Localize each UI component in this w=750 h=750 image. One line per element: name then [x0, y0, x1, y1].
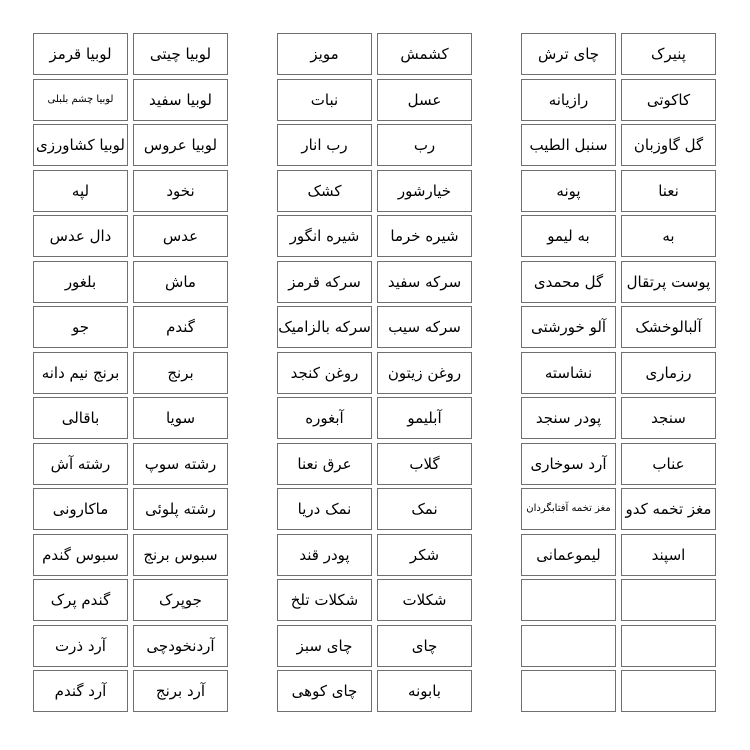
label-cell	[521, 170, 616, 212]
label-cell	[133, 352, 228, 394]
label-cell	[521, 33, 616, 75]
label-cell	[521, 534, 616, 576]
label-text: باقالی	[61, 408, 100, 427]
label-text: خیارشور	[397, 181, 452, 200]
label-text: شیره خرما	[390, 226, 459, 245]
label-cell	[33, 124, 128, 166]
label-cell	[377, 670, 472, 712]
label-text: چای سبز	[296, 636, 353, 655]
label-cell	[377, 488, 472, 530]
label-text: جوپرک	[159, 590, 202, 609]
label-cell	[133, 534, 228, 576]
label-text: گندم پرک	[50, 590, 111, 609]
label-text: برنج	[167, 363, 194, 382]
label-cell	[133, 33, 228, 75]
label-text: آبغوره	[305, 408, 344, 427]
label-cell	[133, 170, 228, 212]
label-cell	[377, 170, 472, 212]
label-cell	[521, 306, 616, 348]
label-text: سنجد	[651, 408, 686, 427]
empty-label-cell	[521, 670, 616, 712]
label-text: ماکارونی	[52, 499, 109, 518]
empty-label-cell	[521, 625, 616, 667]
label-text: کشک	[307, 181, 342, 200]
label-text: شکلات تلخ	[290, 590, 359, 609]
label-cell	[277, 79, 372, 121]
label-text: شیره انگور	[289, 226, 360, 245]
label-text: شکر	[409, 545, 440, 564]
label-text: مغز تخمه آفتابگردان	[526, 503, 611, 514]
label-text: لیموعمانی	[536, 545, 601, 564]
label-text: لوبیا قرمز	[49, 44, 112, 63]
label-text: رب	[413, 135, 436, 154]
label-cell	[277, 261, 372, 303]
label-cell	[521, 352, 616, 394]
label-cell	[621, 215, 716, 257]
label-cell	[277, 124, 372, 166]
label-text: سبوس گندم	[42, 545, 119, 564]
label-cell	[33, 625, 128, 667]
label-cell	[277, 443, 372, 485]
label-text: به لیمو	[547, 226, 590, 245]
label-text: بابونه	[408, 681, 441, 700]
label-text: نشاسته	[544, 363, 593, 382]
label-cell	[621, 443, 716, 485]
label-text: سرکه سفید	[387, 272, 462, 291]
label-cell	[377, 215, 472, 257]
label-cell	[33, 443, 128, 485]
label-cell	[377, 534, 472, 576]
label-text: نمک	[411, 499, 438, 518]
label-cell	[133, 488, 228, 530]
label-cell	[277, 33, 372, 75]
label-cell	[277, 170, 372, 212]
empty-label-cell	[521, 579, 616, 621]
label-cell	[521, 124, 616, 166]
label-text: رب انار	[301, 135, 348, 154]
label-cell	[377, 33, 472, 75]
label-text: نمک دریا	[297, 499, 352, 518]
label-cell	[521, 443, 616, 485]
label-text: عدس	[162, 226, 199, 245]
label-cell	[133, 670, 228, 712]
label-cell	[133, 124, 228, 166]
label-text: پودر سنجد	[535, 408, 602, 427]
label-text: کاکوتی	[646, 90, 691, 109]
label-text: چای	[411, 636, 438, 655]
label-text: اسپند	[651, 545, 686, 564]
label-cell	[377, 443, 472, 485]
label-cell	[33, 33, 128, 75]
label-text: رازیانه	[548, 90, 589, 109]
label-text: بلغور	[64, 272, 97, 291]
label-cell	[621, 79, 716, 121]
label-cell	[133, 261, 228, 303]
label-text: آلبالوخشک	[635, 317, 702, 336]
label-text: عسل	[407, 90, 442, 109]
label-cell	[33, 670, 128, 712]
label-text: پودر قند	[299, 545, 350, 564]
label-text: آرد برنج	[155, 681, 206, 700]
label-cell	[33, 534, 128, 576]
label-cell	[377, 124, 472, 166]
label-text: مغز تخمه کدو	[625, 499, 712, 518]
label-cell	[133, 579, 228, 621]
label-text: نخود	[166, 181, 195, 200]
label-text: گندم	[166, 317, 195, 336]
label-cell	[133, 625, 228, 667]
label-cell	[521, 397, 616, 439]
label-cell	[621, 534, 716, 576]
empty-label-cell	[621, 625, 716, 667]
label-text: رشته پلوئی	[145, 499, 216, 518]
label-cell	[33, 488, 128, 530]
label-text: آرد سوخاری	[530, 454, 607, 473]
label-cell	[277, 397, 372, 439]
label-text: لپه	[71, 181, 90, 200]
label-cell	[621, 352, 716, 394]
label-cell	[277, 625, 372, 667]
label-text: گل گاوزبان	[633, 135, 704, 154]
label-text: لوبیا کشاورزی	[36, 135, 125, 154]
label-text: سرکه بالزامیک	[278, 317, 371, 336]
label-text: برنج نیم دانه	[41, 363, 120, 382]
label-cell	[133, 306, 228, 348]
label-text: عرق نعنا	[297, 454, 352, 473]
label-cell	[521, 215, 616, 257]
label-text: لوبیا چیتی	[149, 44, 212, 63]
label-text: دال عدس	[49, 226, 112, 245]
empty-label-cell	[621, 579, 716, 621]
label-text: پوست پرتقال	[626, 272, 711, 291]
label-text: آرد ذرت	[55, 636, 106, 655]
label-cell	[377, 397, 472, 439]
label-text: چای ترش	[537, 44, 600, 63]
label-text: رشته سوپ	[144, 454, 217, 473]
label-text: لوبیا سفید	[149, 90, 212, 109]
label-text: کشمش	[400, 44, 449, 63]
label-text: رزماری	[645, 363, 692, 382]
label-text: لوبیا عروس	[143, 135, 218, 154]
label-cell	[33, 261, 128, 303]
label-cell	[277, 534, 372, 576]
label-text: آلو خورشتی	[530, 317, 607, 336]
label-text: روغن کنجد	[290, 363, 359, 382]
label-cell	[277, 670, 372, 712]
label-text: پنیرک	[651, 44, 686, 63]
label-text: نعنا	[658, 181, 679, 200]
label-text: نبات	[310, 90, 339, 109]
label-cell	[277, 306, 372, 348]
label-cell	[277, 215, 372, 257]
label-cell	[621, 261, 716, 303]
label-text: چای کوهی	[291, 681, 358, 700]
label-cell	[33, 306, 128, 348]
label-cell	[33, 79, 128, 121]
label-cell	[33, 352, 128, 394]
label-cell	[133, 79, 228, 121]
label-cell	[133, 443, 228, 485]
label-text: گلاب	[409, 454, 440, 473]
label-text: عناب	[652, 454, 685, 473]
label-cell	[621, 488, 716, 530]
label-text: آردنخودچی	[146, 636, 215, 655]
label-cell	[621, 33, 716, 75]
label-cell	[33, 170, 128, 212]
label-text: رشته آش	[50, 454, 111, 473]
label-text: آرد گندم	[54, 681, 107, 700]
label-text: ماش	[165, 272, 196, 291]
label-cell	[33, 579, 128, 621]
label-cell	[277, 352, 372, 394]
label-cell	[621, 124, 716, 166]
empty-label-cell	[621, 670, 716, 712]
label-text: جو	[71, 317, 90, 336]
label-cell	[133, 215, 228, 257]
label-cell	[521, 79, 616, 121]
label-text: به	[662, 226, 675, 245]
label-cell	[621, 170, 716, 212]
label-cell	[33, 215, 128, 257]
label-cell	[621, 306, 716, 348]
label-text: سرکه قرمز	[288, 272, 361, 291]
label-text: سویا	[165, 408, 196, 427]
label-cell	[277, 579, 372, 621]
label-text: گل محمدی	[533, 272, 604, 291]
label-cell	[133, 397, 228, 439]
label-text: لوبیا چشم بلبلی	[47, 94, 114, 105]
label-text: آبلیمو	[407, 408, 442, 427]
label-cell	[377, 79, 472, 121]
label-cell	[377, 261, 472, 303]
label-cell	[521, 261, 616, 303]
label-cell	[277, 488, 372, 530]
label-cell	[521, 488, 616, 530]
label-text: پونه	[556, 181, 581, 200]
label-text: روغن زیتون	[387, 363, 462, 382]
label-text: مویز	[310, 44, 339, 63]
label-cell	[377, 306, 472, 348]
label-text: سبوس برنج	[143, 545, 218, 564]
label-cell	[377, 625, 472, 667]
label-cell	[377, 352, 472, 394]
label-cell	[377, 579, 472, 621]
label-cell	[621, 397, 716, 439]
label-text: سنبل الطیب	[529, 135, 608, 154]
label-cell	[33, 397, 128, 439]
label-text: شکلات	[402, 590, 447, 609]
label-text: سرکه سیب	[388, 317, 461, 336]
